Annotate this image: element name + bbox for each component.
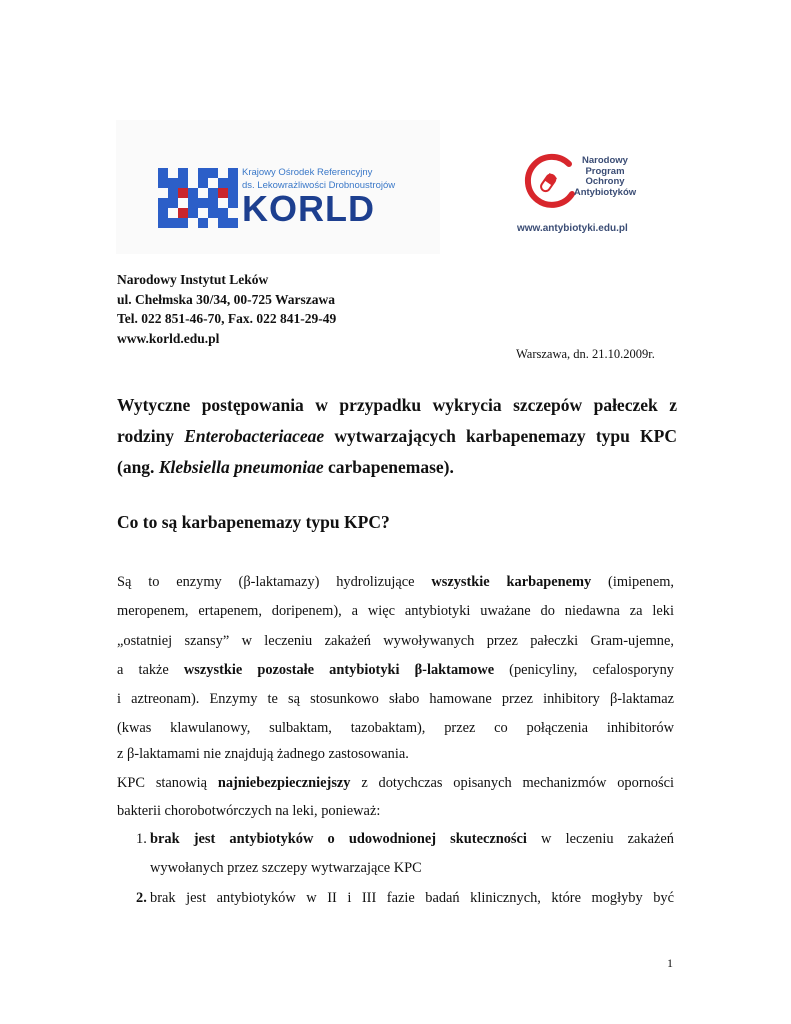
title-text: carbapenemase). [323, 457, 454, 477]
text-run: (penicyliny, cefalosporyny [494, 662, 674, 678]
mosaic-square [228, 178, 238, 188]
text-run: z dotychczas opisanych mechanizmów oporności [350, 775, 674, 791]
title-line [117, 390, 677, 421]
mosaic-square [208, 198, 218, 208]
bold-run: wszystkie karbapenemy [431, 574, 592, 590]
institute-name: Narodowy Instytut Leków [117, 272, 269, 287]
paragraph-line: (kwas klawulanowy, sulbaktam, tazobaktam), przez co połączenia inhibitorów [117, 720, 674, 736]
title-line [117, 452, 677, 483]
title-text: (ang. [117, 457, 159, 477]
npoa-name-line: Ochrony [585, 176, 625, 187]
mosaic-square [208, 168, 218, 178]
korld-logo [116, 120, 440, 254]
mosaic-square [168, 188, 178, 198]
paragraph-line: bakterii chorobotwórczych na leki, ponieważ: [117, 803, 381, 819]
paragraph-line [117, 660, 674, 680]
paragraph-line: „ostatniej szansy” w leczeniu zakażeń wywoływanych przez pałeczki Gram-ujemne, [117, 633, 674, 649]
mosaic-square [188, 198, 198, 208]
paragraph-line: i aztreonam). Enzymy te są stosunkowo słabo hamowane przez inhibitory β-laktamaz [117, 691, 674, 707]
text-run: w leczeniu zakażeń [526, 831, 674, 847]
list-item-line: brak jest antybiotyków w II i III fazie badań klinicznych, które mogłyby być [150, 890, 674, 906]
title-italic: Klebsiella pneumoniae [158, 457, 324, 477]
institute-phone: Tel. 022 851-46-70, Fax. 022 841-29-49 [117, 311, 337, 326]
text-run: Są to enzymy (β-laktamazy) hydrolizujące [117, 574, 432, 590]
mosaic-square [198, 178, 208, 188]
section-heading: Co to są karbapenemazy typu KPC? [117, 512, 390, 532]
npoa-name-line: Program [585, 165, 625, 177]
mosaic-square [168, 198, 178, 208]
bold-run: najniebezpieczniejszy [217, 775, 351, 791]
bold-run: wszystkie pozostałe antybiotyki β-laktamowe [183, 662, 495, 678]
mosaic-square [168, 178, 178, 188]
mosaic-square [198, 218, 208, 228]
mosaic-square [218, 218, 228, 228]
text-run: KPC stanowią [117, 775, 218, 791]
mosaic-square [168, 218, 178, 228]
npoa-name-line: Antybiotyków [573, 186, 637, 198]
mosaic-square [178, 168, 188, 178]
npoa-url: www.antybiotyki.edu.pl [517, 223, 628, 234]
mosaic-square [158, 168, 168, 178]
npoa-name-line: Narodowy [582, 155, 628, 166]
npoa-logo [512, 152, 652, 242]
korld-subtitle-line: ds. Lekowrażliwości Drobnoustrojów [242, 180, 396, 191]
text-run: (imipenem, [591, 574, 674, 590]
institute-address: ul. Chełmska 30/34, 00-725 Warszawa [117, 292, 336, 307]
mosaic-square [158, 178, 168, 188]
mosaic-square [158, 198, 168, 208]
title-text: rodziny [117, 426, 185, 446]
mosaic-square [178, 218, 188, 228]
npoa-name [565, 156, 645, 198]
mosaic-square [198, 168, 208, 178]
mosaic-square [178, 188, 188, 198]
page-number: 1 [667, 956, 673, 970]
mosaic-square [198, 198, 208, 208]
title-line [117, 421, 677, 452]
mosaic-square [218, 178, 228, 188]
mosaic-square [188, 208, 198, 218]
title-text: Wytyczne postępowania w przypadku wykrycia szczepów pałeczek z [117, 395, 677, 415]
mosaic-square [228, 218, 238, 228]
title-text: wytwarzających karbapenemazy typu KPC [324, 426, 677, 446]
mosaic-square [158, 218, 168, 228]
mosaic-square [228, 168, 238, 178]
document-title [117, 390, 677, 483]
mosaic-square [228, 198, 238, 208]
paragraph-line [117, 572, 674, 592]
institute-website: www.korld.edu.pl [117, 331, 220, 346]
korld-wordmark: KORLD [242, 188, 375, 229]
bold-run: brak jest antybiotyków o udowodnionej skuteczności [150, 831, 527, 847]
title-italic: Enterobacteriaceae [184, 426, 325, 446]
korld-subtitle-line: Krajowy Ośrodek Referencyjny [242, 167, 373, 178]
mosaic-square [208, 208, 218, 218]
text-run: a także [117, 662, 184, 678]
mosaic-square [228, 188, 238, 198]
mosaic-square [208, 188, 218, 198]
mosaic-square [188, 188, 198, 198]
paragraph-line [117, 773, 674, 793]
list-item-line: wywołanych przez szczepy wytwarzające KPC [150, 860, 422, 876]
list-item-line [150, 829, 674, 849]
mosaic-square [218, 208, 228, 218]
paragraph-line: meropenem, ertapenem, doripenem), a więc antybiotyki uważane do niedawna za leki [117, 603, 674, 619]
document-date: Warszawa, dn. 21.10.2009r. [516, 347, 655, 361]
mosaic-square [218, 188, 228, 198]
paragraph-line: z β-laktamami nie znajdują żadnego zastosowania. [117, 746, 409, 762]
list-number: 2. [136, 890, 147, 906]
mosaic-square [178, 178, 188, 188]
mosaic-square [178, 208, 188, 218]
mosaic-square [158, 208, 168, 218]
list-number: 1. [136, 831, 147, 847]
